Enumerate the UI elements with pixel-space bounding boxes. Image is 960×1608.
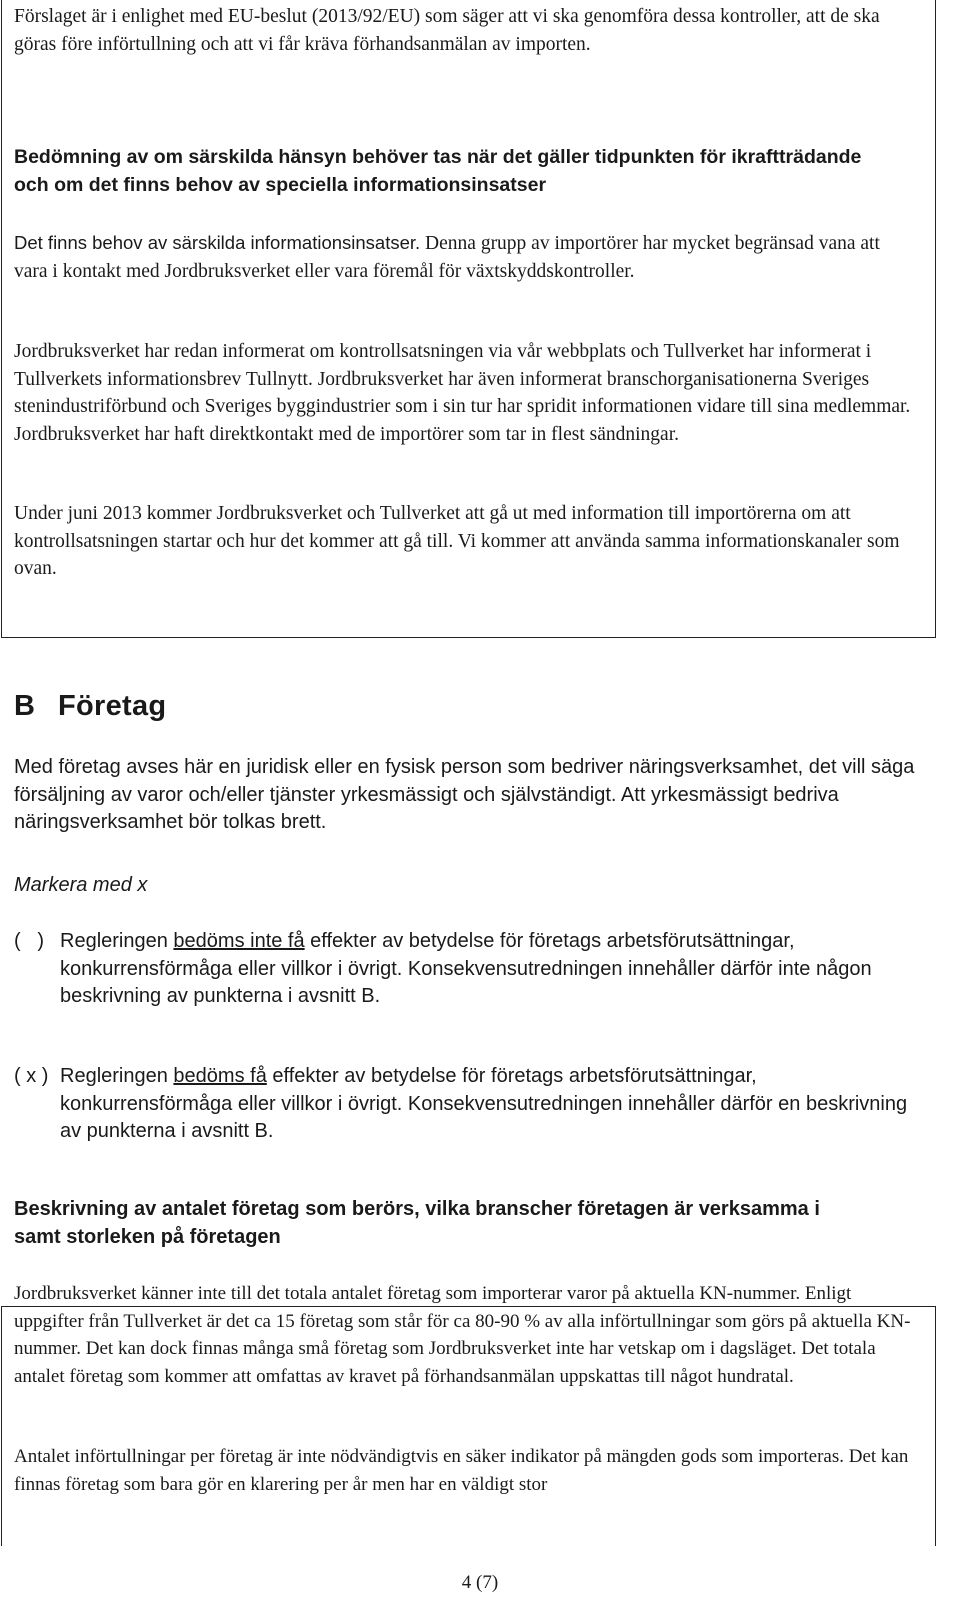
option-emphasis: bedöms inte få [173, 930, 305, 952]
info-paragraph-1 [14, 229, 914, 285]
timing-heading: Bedömning av om särskilda hänsyn behöver tas när det gäller tidpunkten för ikraftträdande och om det finns behov av speciella informationsinsatser [14, 146, 862, 196]
mark-instruction: Markera med x [14, 874, 148, 896]
section-title [14, 690, 166, 723]
info-lead: Det finns behov av särskilda informationsinsatser. [14, 232, 421, 253]
info-paragraph-3: Under juni 2013 kommer Jordbruksverket och Tullverket att gå ut med information till importörerna om att kontrollsatsningen startar och hur det kommer att gå till. Vi kommer att använda samma informationskanaler som ovan. [14, 503, 900, 579]
info-paragraph-2: Jordbruksverket har redan informerat om kontrollsatsningen via vår webbplats och Tullverket har informerat i Tullverkets informationsbrev Tullnytt. Jordbruksverket har även informerat branschorganisationerna Sveriges stenindustriförbund och Sveriges byggindustrier som i sin tur har spridit informationen vidare till sina medlemmar. Jordbruksverket har haft direktkontakt med de importörer som tar in flest sändningar. [14, 341, 911, 445]
section-letter: B [14, 690, 36, 722]
option-text: Regleringen bedöms få effekter av betydelse för företags arbetsförutsättningar, konkurrensförmåga eller villkor i övrigt. Konsekvensutredningen innehåller därför en beskrivning av punkterna i avsnitt B. [60, 1065, 908, 1142]
companies-paragraph-1: Jordbruksverket känner inte till det totala antalet företag som importerar varor på aktuella KN-nummer. Enligt uppgifter från Tullverket är det ca 15 företag som står för ca 80-90 % av alla införtullningar som görs på aktuella KN-nummer. Det kan dock finnas många små företag som Jordbruksverket inte har vetskap om i dagsläget. Det totala antalet företag som kommer att omfattas av kravet på förhandsanmälan uppskattas till något hundratal. [14, 1283, 911, 1387]
page-number: 4 (7) [461, 1572, 499, 1593]
section-name: Företag [58, 690, 167, 722]
company-definition: Med företag avses här en juridisk eller en fysisk person som bedriver näringsverksamhet, det vill säga försäljning av varor och/eller tjänster yrkesmässigt och självständigt. Att yrkesmässigt bedriva näringsverksamhet bör tolkas brett. [14, 756, 915, 833]
option-text: Regleringen bedöms inte få effekter av betydelse för företags arbetsförutsättningar, konkurrensförmåga eller villkor i övrigt. Konsekvensutredningen innehåller därför inte någon beskrivning av punkterna i avsnitt B. [60, 930, 872, 1007]
companies-subheading: Beskrivning av antalet företag som berörs, vilka branscher företagen är verksamma i samt storleken på företagen [14, 1198, 820, 1248]
intro-text: Förslaget är i enlighet med EU-beslut (2013/92/EU) som säger att vi ska genomföra dessa kontroller, att de ska göras före införtullning och att vi får kräva förhandsanmälan av importen. [14, 6, 880, 55]
info-rest: Denna grupp av importörer har mycket begränsad vana att vara i kontakt med Jordbruksverket eller vara föremål för växtskyddskontroller. [14, 233, 880, 282]
option-not-affected [14, 928, 929, 1040]
option-emphasis: bedöms få [173, 1065, 267, 1087]
option-checkbox-checked[interactable]: ( x ) [14, 1065, 49, 1087]
option-checkbox-empty[interactable]: ( ) [14, 930, 44, 952]
companies-paragraph-2: Antalet införtullningar per företag är inte nödvändigtvis en säker indikator på mängden gods som importeras. Det kan finnas företag som bara gör en klarering per år men har en väldigt stor [14, 1446, 909, 1495]
option-affected [14, 1063, 929, 1147]
